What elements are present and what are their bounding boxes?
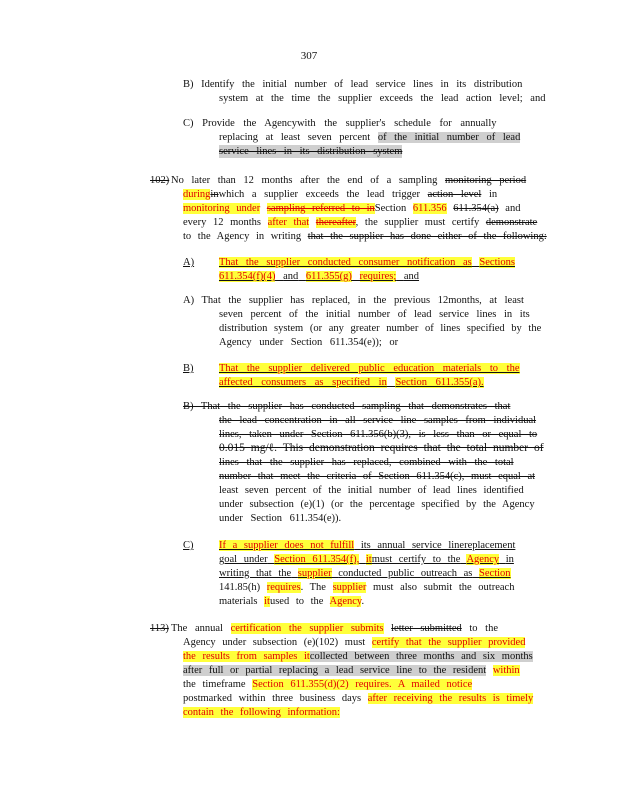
- item-c-new-text: used to the: [269, 596, 324, 607]
- para-102-line-2: [183, 188, 497, 201]
- para-113-inserted: Section 611.355(d)(2) requires. A mailed notice: [252, 679, 473, 690]
- item-b-new-inserted: Section 611.355(a).: [395, 377, 484, 388]
- para-102-text: every 12 months: [183, 217, 261, 228]
- para-102-text: and: [505, 203, 521, 214]
- item-a-new-inserted: 611.355(g): [305, 271, 352, 282]
- item-c-line-2: [219, 131, 520, 144]
- para-102-inserted: after that: [267, 217, 310, 228]
- para-102-text: to the Agency in writing: [183, 231, 302, 242]
- para-113-line-2: [183, 636, 525, 649]
- item-b-old-deleted-4: 0.015 mg/ℓ. This demonstration requires that the total number of: [219, 442, 544, 454]
- item-c-new-text: must also submit the outreach: [373, 582, 515, 593]
- item-c-new-inserted: Section 611.354(f),: [274, 554, 360, 565]
- item-c-new-text: conducted public outreach as: [338, 568, 473, 579]
- item-c-new-inserted: requires: [266, 582, 301, 593]
- para-113-line-5: [183, 678, 472, 691]
- para-113-text: The annual: [171, 623, 223, 634]
- para-113-line-7: [183, 706, 340, 719]
- item-c-new-inserted: Agency: [466, 554, 500, 565]
- item-b-line-2: system at the time the supplier exceeds the lead action level; and: [219, 93, 546, 104]
- item-c-new-text: its annual service linereplacement: [360, 540, 516, 551]
- item-c-new-text: in: [505, 554, 514, 565]
- item-c-new-inserted: it: [365, 554, 372, 565]
- item-b-line-1: B) Identify the initial number of lead service lines in its distribution: [183, 79, 523, 90]
- para-102-inserted: monitoring under: [183, 203, 261, 214]
- item-b-old-line-3: under Section 611.354(e)).: [219, 513, 342, 524]
- item-a-old-line-1: A) That the supplier has replaced, in the previous 12months, at least: [183, 295, 524, 306]
- para-113-shaded-text: collected between three months and six months: [309, 651, 533, 662]
- item-a-new-text: and: [283, 271, 299, 282]
- item-a-new-label: A): [183, 257, 195, 268]
- para-102-line-4: [183, 216, 537, 229]
- item-c-text: replacing at least seven percent: [219, 132, 371, 143]
- para-102-deleted: monitoring period: [444, 175, 527, 186]
- para-113-text: the timeframe: [183, 679, 246, 690]
- item-c-new-inserted: Section: [479, 568, 511, 579]
- item-a-new-inserted: Sections: [479, 257, 515, 268]
- item-a-old-line-2: seven percent of the initial number of lead service lines in its: [219, 309, 530, 320]
- para-102-deleted: demonstrate: [485, 217, 538, 228]
- item-c-new-inserted: If a supplier does not fulfill: [219, 540, 355, 551]
- para-113-deleted: letter submitted: [391, 623, 462, 634]
- item-a-new-line-2: [219, 270, 419, 283]
- item-b-old-deleted-3: lines, taken under Section 611.356(b)(3), is less than or equal to: [219, 429, 538, 440]
- item-b-new-line-1: [219, 362, 520, 375]
- para-113-text: to the: [469, 623, 498, 634]
- para-113-inserted: certify that the supplier provided: [371, 637, 526, 648]
- item-c-new-text: .: [361, 596, 365, 607]
- para-113-line-6: [183, 692, 533, 705]
- para-102-deleted: in: [210, 189, 219, 200]
- page-number: 307: [300, 50, 318, 62]
- item-c-new-inserted: supplier: [297, 568, 332, 579]
- para-113-text: Agency under subsection (e)(102) must: [183, 637, 366, 648]
- item-c-line-1: C) Provide the Agencywith the supplier's schedule for annually: [183, 118, 497, 129]
- item-c-new-text: goal under: [219, 554, 268, 565]
- item-a-old-line-4: Agency under Section 611.354(e)); or: [219, 337, 399, 348]
- item-c-new-text: materials: [219, 596, 258, 607]
- para-102-deleted: 611.354(a): [453, 203, 499, 214]
- item-c-new-text: must certify to the: [371, 554, 461, 565]
- para-113-shaded-text: after full or partial replacing a lead service line to the resident: [183, 665, 487, 676]
- para-102-line-3: [183, 202, 520, 215]
- para-102-text: Section: [374, 203, 407, 214]
- para-102-text: No later than 12 months after the end of a sampling: [171, 175, 438, 186]
- item-c-new-text: writing that the: [219, 568, 292, 579]
- item-c-new-line-5: [219, 595, 364, 608]
- para-113-line-4: [183, 664, 520, 677]
- item-c-new-inserted: it: [264, 596, 270, 607]
- para-113-inserted: the results from samples it: [183, 651, 310, 662]
- para-102-inserted: 611.356: [412, 203, 447, 214]
- para-113-inserted: contain the following information:: [183, 707, 340, 718]
- para-102-deleted: thereafter: [315, 217, 356, 228]
- para-113-inserted: after receiving the results is timely: [367, 693, 534, 704]
- item-b-old-deleted-5: lines that the supplier has replaced, combined with the total: [219, 457, 514, 468]
- item-b-new-line-2: [219, 376, 484, 389]
- para-113-text: postmarked within three business days: [183, 693, 362, 704]
- item-c-shaded-text: of the initial number of lead: [377, 132, 521, 143]
- item-b-new-inserted: affected consumers as specified in: [219, 377, 387, 388]
- item-c-new-line-1: [219, 539, 515, 552]
- para-102-text: in: [488, 189, 498, 200]
- item-a-new-text: and: [403, 271, 420, 282]
- para-102-line-5: [183, 230, 547, 243]
- item-a-new-inserted: 611.354(f)(4): [219, 271, 276, 282]
- para-102-number: 102): [150, 175, 170, 186]
- item-c-new-line-4: [219, 581, 514, 594]
- item-b-old-deleted-1: B) That the supplier has conducted sampling that demonstrates that: [183, 401, 511, 412]
- para-113-line-3: [183, 650, 533, 663]
- item-b-new-inserted: That the supplier delivered public education materials to the: [219, 363, 520, 374]
- item-b-new-label: B): [183, 363, 194, 374]
- item-b-old-deleted-2: the lead concentration in all service line samples from individual: [219, 415, 537, 426]
- item-c-new-label: C): [183, 540, 194, 551]
- para-113-number: 113): [150, 623, 169, 634]
- item-c-new-text: 141.85(h): [219, 582, 261, 593]
- para-102-deleted: that the supplier has done either of the following:: [307, 231, 547, 242]
- item-b-old-line-2: under subsection (e)(1) (or the percentage specified by the Agency: [219, 499, 535, 510]
- para-113-line-1: [171, 622, 498, 635]
- para-102-text: , the supplier must certify: [355, 217, 480, 228]
- item-b-old-line-1: least seven percent of the initial number of lead lines identified: [219, 485, 524, 496]
- para-113-inserted: within: [492, 665, 520, 676]
- item-a-new-inserted: requires;: [359, 271, 397, 282]
- item-c-new-inserted: Agency: [329, 596, 362, 607]
- item-a-new-line-1: [219, 256, 515, 269]
- para-102-line-1: [171, 174, 526, 187]
- para-102-inserted: during: [183, 189, 211, 200]
- para-102-deleted: sampling referred to in: [266, 203, 375, 214]
- item-b-old-deleted-6: number that meet the criteria of Section 611.354(c), must equal at: [219, 471, 536, 482]
- para-102-text: which a supplier exceeds the lead trigger: [218, 189, 421, 200]
- item-c-new-line-3: [219, 567, 511, 580]
- item-c-new-line-2: [219, 553, 514, 566]
- item-c-new-text: . The: [300, 582, 326, 593]
- item-a-old-line-3: distribution system (or any greater number of lines specified by the: [219, 323, 542, 334]
- para-113-inserted: certification the supplier submits: [230, 623, 384, 634]
- item-a-new-inserted: That the supplier conducted consumer notification as: [219, 257, 472, 268]
- item-c-line-3: service lines in its distribution system: [219, 146, 403, 157]
- para-102-deleted: action level: [427, 189, 482, 200]
- item-c-new-inserted: supplier: [332, 582, 367, 593]
